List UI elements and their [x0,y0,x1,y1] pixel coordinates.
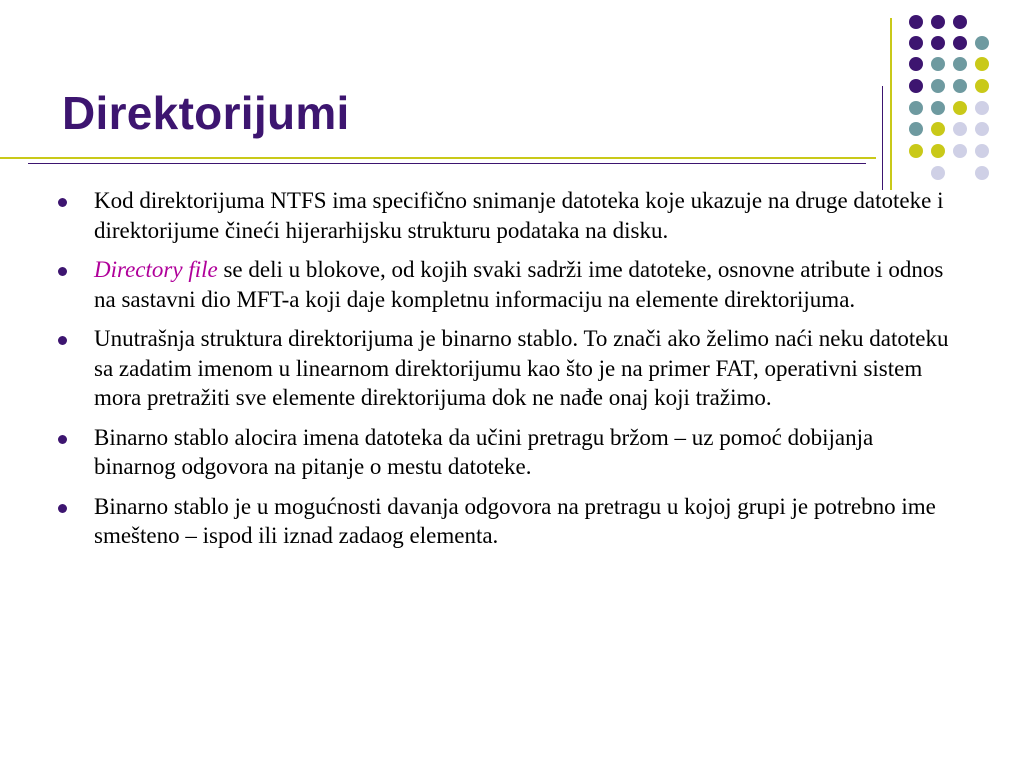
title-underline-purple [28,163,866,164]
bullet-item [56,423,956,482]
bullet-item [56,186,956,245]
bullet-item [56,492,956,551]
decorative-dot [975,166,989,180]
decorative-dot [975,36,989,50]
decorative-dot [953,57,967,71]
decorative-dot [909,144,923,158]
decorative-dot [931,57,945,71]
vertical-line-purple [882,86,883,190]
decorative-dot [909,101,923,115]
bullet-dot [58,198,67,207]
decorative-dot [975,57,989,71]
decorative-dot [909,122,923,136]
directory-file-term: Directory file [94,257,218,282]
decorative-dot [931,101,945,115]
slide-body [56,186,956,561]
decorative-dot [953,101,967,115]
decorative-dot [909,57,923,71]
vertical-line-yellow [890,18,892,190]
decorative-dot [909,15,923,29]
bullet-dot [58,504,67,513]
decorative-dot [931,15,945,29]
decorative-dot [975,122,989,136]
decorative-dot [953,122,967,136]
decorative-dot [975,101,989,115]
bullet-text: Binarno stablo alocira imena datoteka da učini pretragu bržom – uz pomoć dobijanja binarnog odgovora na pitanje o mestu datoteke. [94,424,874,479]
bullet-text [94,255,956,314]
decorative-dot [931,36,945,50]
decorative-dot [909,79,923,93]
decorative-dot [953,79,967,93]
decorative-dot [931,79,945,93]
decorative-dot [909,36,923,50]
bullet-dot [58,336,67,345]
decorative-dot [953,144,967,158]
bullet-text: Kod direktorijuma NTFS ima specifično snimanje datoteka koje ukazuje na druge datoteke i direktorijume čineći hijerarhijsku strukturu podataka na disku. [94,188,944,243]
decorative-dot [975,144,989,158]
decorative-dot [953,15,967,29]
decorative-dot [931,144,945,158]
bullet-item [56,324,956,413]
title-underline-yellow [0,157,876,159]
decorative-dot [953,36,967,50]
decorative-dot [975,79,989,93]
decorative-dot [931,166,945,180]
bullet-dot [58,435,67,444]
bullet-dot [58,267,67,276]
bullet-text: Binarno stablo je u mogućnosti davanja odgovora na pretragu u kojoj grupi je potrebno ime smešteno – ispod ili iznad zadaog elementa. [94,493,936,548]
slide-title: Direktorijumi [62,87,350,139]
bullet-item [56,255,956,314]
bullet-text: Unutrašnja struktura direktorijuma je binarno stablo. To znači ako želimo naći neku datoteku sa zadatim imenom u linearnom direktorijumu kao što je na primer FAT, operativni sistem mora pretražiti sve elemente direktorijuma dok ne nađe onaj koji tražimo. [94,326,949,410]
decorative-dot [931,122,945,136]
bullet-text-rest: se deli u blokove, od kojih svaki sadrži ime datoteke, osnovne atribute i odnos na sastavni dio MFT-a koji daje kompletnu informaciju na elemente direktorijuma. [94,257,944,312]
